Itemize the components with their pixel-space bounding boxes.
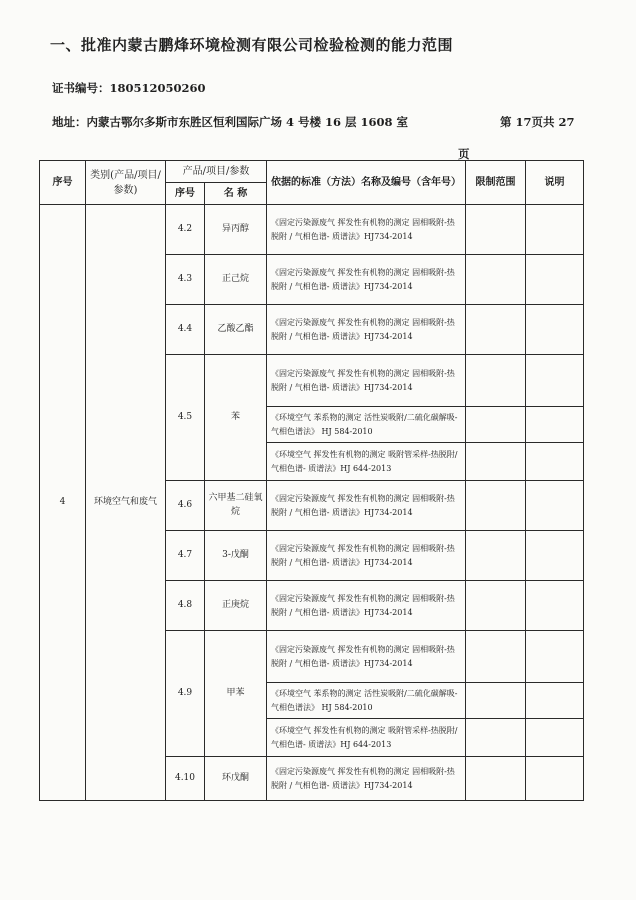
row-note xyxy=(526,205,584,255)
row-limit xyxy=(466,205,526,255)
header-product-group: 产品/项目/参数 xyxy=(166,161,267,183)
row-limit xyxy=(466,683,526,719)
row-standard: 《固定污染源废气 挥发性有机物的测定 固相吸附-热脱附 / 气相色谱- 质谱法》HJ734-2014 xyxy=(267,305,466,355)
row-limit xyxy=(466,407,526,443)
row-standard: 《固定污染源废气 挥发性有机物的测定 固相吸附-热脱附 / 气相色谱- 质谱法》HJ734-2014 xyxy=(267,631,466,683)
row-name: 六甲基二硅氧烷 xyxy=(205,481,267,531)
header-standard: 依据的标准（方法）名称及编号（含年号） xyxy=(267,161,466,205)
header-sub-seq: 序号 xyxy=(166,183,205,205)
row-limit xyxy=(466,255,526,305)
row-note xyxy=(526,355,584,407)
row-name: 苯 xyxy=(205,355,267,481)
capability-table xyxy=(39,160,584,801)
row-name: 正己烷 xyxy=(205,255,267,305)
address: 地址：内蒙古鄂尔多斯市东胜区恒利国际广场 4 号楼 16 层 1608 室 xyxy=(52,115,409,129)
header-limit: 限制范围 xyxy=(466,161,526,205)
row-limit xyxy=(466,581,526,631)
row-number: 4.4 xyxy=(166,305,205,355)
row-name: 异丙醇 xyxy=(205,205,267,255)
row-note xyxy=(526,581,584,631)
page-title: 一、批准内蒙古鹏烽环境检测有限公司检验检测的能力范围 xyxy=(50,36,454,54)
page-indicator-wrap: 页 xyxy=(458,147,470,161)
row-name: 甲苯 xyxy=(205,631,267,757)
row-number: 4.9 xyxy=(166,631,205,757)
row-number: 4.2 xyxy=(166,205,205,255)
row-number: 4.8 xyxy=(166,581,205,631)
header-name: 名 称 xyxy=(205,183,267,205)
row-limit xyxy=(466,443,526,481)
row-note xyxy=(526,305,584,355)
row-number: 4.7 xyxy=(166,531,205,581)
header-seq: 序号 xyxy=(40,161,86,205)
row-limit xyxy=(466,631,526,683)
row-standard: 《环境空气 苯系物的测定 活性炭吸附/二硫化碳解吸-气相色谱法》 HJ 584-2010 xyxy=(267,407,466,443)
row-limit xyxy=(466,531,526,581)
row-note xyxy=(526,631,584,683)
row-standard: 《固定污染源废气 挥发性有机物的测定 固相吸附-热脱附 / 气相色谱- 质谱法》HJ734-2014 xyxy=(267,481,466,531)
row-limit xyxy=(466,355,526,407)
row-note xyxy=(526,407,584,443)
row-limit xyxy=(466,757,526,801)
row-standard: 《固定污染源废气 挥发性有机物的测定 固相吸附-热脱附 / 气相色谱- 质谱法》HJ734-2014 xyxy=(267,581,466,631)
row-limit xyxy=(466,719,526,757)
row-note xyxy=(526,719,584,757)
row-standard: 《固定污染源废气 挥发性有机物的测定 固相吸附-热脱附 / 气相色谱- 质谱法》HJ734-2014 xyxy=(267,205,466,255)
row-note xyxy=(526,531,584,581)
row-limit xyxy=(466,305,526,355)
row-note xyxy=(526,255,584,305)
row-number: 4.10 xyxy=(166,757,205,801)
row-standard: 《环境空气 挥发性有机物的测定 吸附管采样-热脱附/气相色谱- 质谱法》HJ 644-2013 xyxy=(267,443,466,481)
page-indicator: 第 17页共 27 xyxy=(500,115,575,129)
row-standard: 《环境空气 挥发性有机物的测定 吸附管采样-热脱附/气相色谱- 质谱法》HJ 644-2013 xyxy=(267,719,466,757)
row-note xyxy=(526,481,584,531)
header-category: 类别(产品/项目/参数) xyxy=(86,161,166,205)
row-name: 乙酸乙酯 xyxy=(205,305,267,355)
row-standard: 《固定污染源废气 挥发性有机物的测定 固相吸附-热脱附 / 气相色谱- 质谱法》HJ734-2014 xyxy=(267,531,466,581)
row-standard: 《固定污染源废气 挥发性有机物的测定 固相吸附-热脱附 / 气相色谱- 质谱法》HJ734-2014 xyxy=(267,757,466,801)
row-standard: 《固定污染源废气 挥发性有机物的测定 固相吸附-热脱附 / 气相色谱- 质谱法》HJ734-2014 xyxy=(267,355,466,407)
row-note xyxy=(526,443,584,481)
row-number: 4.5 xyxy=(166,355,205,481)
row-number: 4.3 xyxy=(166,255,205,305)
header-note: 说明 xyxy=(526,161,584,205)
row-note xyxy=(526,683,584,719)
group-category: 环境空气和废气 xyxy=(86,205,166,801)
row-standard: 《环境空气 苯系物的测定 活性炭吸附/二硫化碳解吸-气相色谱法》 HJ 584-2010 xyxy=(267,683,466,719)
group-seq: 4 xyxy=(40,205,86,801)
row-name: 环戊酮 xyxy=(205,757,267,801)
row-number: 4.6 xyxy=(166,481,205,531)
row-name: 正庚烷 xyxy=(205,581,267,631)
row-note xyxy=(526,757,584,801)
row-limit xyxy=(466,481,526,531)
row-name: 3-戊酮 xyxy=(205,531,267,581)
certificate-number: 证书编号：180512050260 xyxy=(52,81,206,95)
row-standard: 《固定污染源废气 挥发性有机物的测定 固相吸附-热脱附 / 气相色谱- 质谱法》HJ734-2014 xyxy=(267,255,466,305)
